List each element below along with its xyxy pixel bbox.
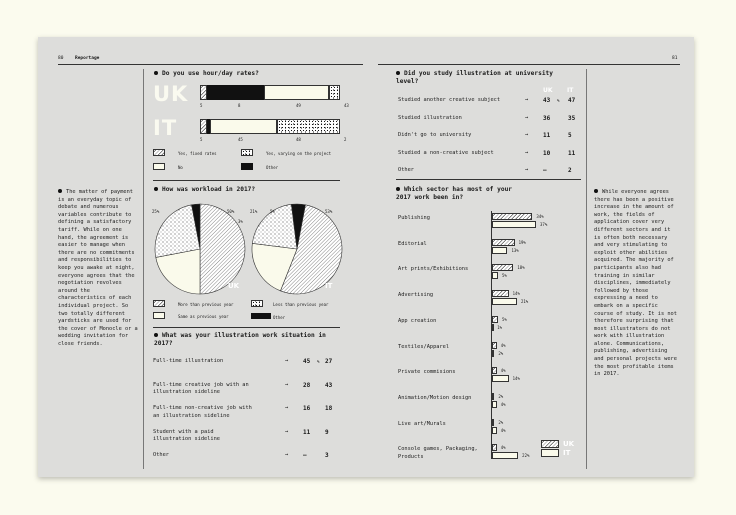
situation-row-sep: %: [317, 359, 320, 364]
study-row-it: 35: [568, 114, 576, 122]
intro-right-paragraph: [594, 189, 680, 379]
bullet-icon: [58, 189, 62, 193]
sector-row-label: Art prints/Exhibitions: [398, 266, 469, 273]
study-row-label: Studied another creative subject: [398, 97, 501, 103]
sector-bar-uk: [492, 239, 515, 246]
legend-swatch-same: [153, 312, 165, 319]
sector-legend-it: IT: [563, 449, 571, 457]
pie-uk-label-more: 50%: [227, 209, 235, 214]
study-col-uk: UK: [543, 87, 553, 94]
rates-it-value: 45: [238, 137, 243, 142]
rates-it-value: 48: [296, 137, 301, 142]
bullet-icon: [154, 333, 158, 337]
study-row-it: 11: [568, 149, 576, 157]
legend-swatch-other: [241, 163, 253, 170]
workload-pie-charts: [150, 201, 346, 297]
situation-title: [154, 332, 339, 348]
it-label-large: IT: [153, 116, 178, 140]
rates-it-segment: [210, 119, 277, 134]
workload-uk-pie: [155, 204, 245, 294]
sector-legend-uk: UK: [563, 440, 575, 448]
study-row-uk: –: [543, 167, 547, 174]
sector-value-uk: 2%: [498, 419, 504, 425]
magazine-spread: [38, 37, 694, 477]
rates-title: [154, 70, 259, 78]
pie-uk-label-less: 25%: [152, 209, 160, 214]
sector-value-it: 2%: [498, 350, 504, 356]
section-title: Reportage: [75, 56, 100, 61]
sector-row-label: Publishing: [398, 215, 430, 221]
legend-label: Yes, varying on the project: [266, 151, 332, 156]
study-row-label: Other: [398, 167, 414, 173]
section-rule: [396, 179, 581, 180]
sector-value-uk: 4%: [500, 342, 506, 348]
legend-swatch-fixed: [153, 149, 165, 156]
legend-swatch-more: [153, 300, 165, 307]
bullet-icon: [154, 187, 158, 191]
situation-row-label: Full-time illustration: [153, 358, 224, 364]
workload-title: [154, 186, 255, 194]
situation-row-arrow: →: [285, 405, 289, 411]
header-rule-right: [378, 64, 680, 65]
sector-bar-uk: [492, 316, 498, 323]
study-row-arrow: →: [525, 132, 529, 138]
situation-row-arrow: →: [285, 428, 289, 435]
sector-bar-it: [492, 427, 497, 434]
legend-swatch-no: [153, 163, 165, 170]
sector-title: [396, 186, 526, 202]
situation-row-uk: –: [303, 452, 307, 459]
study-row-sep: %: [557, 98, 560, 103]
pie-it-caption: IT: [325, 282, 333, 290]
legend-label: Yes, fixed rates: [178, 151, 217, 156]
sector-bar-uk: [492, 213, 532, 220]
rates-uk-value: 49: [296, 103, 301, 108]
sector-bar-uk: [492, 367, 497, 374]
uk-label-large: UK: [153, 82, 189, 106]
study-row-uk: 36: [543, 114, 551, 122]
sector-bar-uk: [492, 290, 509, 297]
rates-it-value: 5: [200, 137, 203, 142]
sector-bar-it: [492, 452, 518, 459]
study-col-it: IT: [567, 87, 574, 94]
section-rule: [153, 180, 340, 181]
sector-bar-it: [492, 375, 509, 382]
rates-uk-segment: [329, 85, 340, 100]
situation-row-uk: 11: [303, 428, 311, 436]
sector-value-uk: 18%: [517, 265, 525, 271]
page-number-left: 80: [58, 56, 64, 61]
rates-it-values: [200, 137, 347, 143]
sector-value-it: 4%: [500, 427, 506, 433]
sector-row-label: Textiles/Apparel: [398, 343, 450, 350]
study-row-arrow: →: [525, 167, 529, 173]
sector-value-it: 5%: [501, 273, 507, 279]
rates-uk-value: 5: [200, 103, 203, 108]
study-row-arrow: →: [525, 149, 529, 156]
rates-uk-segment: [200, 85, 207, 100]
column-divider: [143, 69, 144, 469]
legend-label: Less than previous year: [273, 302, 329, 307]
sector-bar-it: [492, 298, 517, 305]
sector-value-uk: 34%: [536, 214, 544, 219]
situation-row-it: 43: [325, 381, 333, 389]
situation-row-label: Other: [153, 452, 169, 458]
sector-value-it: 21%: [520, 299, 529, 305]
sector-bar-uk: [492, 419, 494, 426]
situation-row-uk: 16: [303, 405, 311, 412]
rates-it-segment: [277, 119, 340, 134]
sector-bar-it: [492, 272, 498, 279]
sector-bar-uk: [492, 393, 494, 400]
bullet-icon: [396, 71, 400, 75]
situation-row-it: 18: [325, 405, 333, 412]
sector-value-uk: 4%: [500, 445, 506, 451]
study-row-label: Didn't go to university: [398, 132, 472, 138]
situation-row-it: 9: [325, 428, 329, 436]
rates-it-segment: [200, 119, 207, 134]
pie-uk-label-other: 3%: [238, 219, 243, 224]
study-title-text: Did you study illustration at university level?: [396, 70, 554, 85]
situation-row-arrow: →: [285, 381, 289, 388]
study-title: [396, 70, 576, 86]
sector-bar-it: [492, 247, 507, 254]
pie-it-label-more: 53%: [325, 209, 333, 214]
study-row-uk: 10: [543, 149, 551, 157]
rates-title-text: Do you use hour/day rates?: [162, 70, 259, 77]
situation-row-it: 3: [325, 452, 329, 459]
situation-row-uk: 28: [303, 381, 311, 389]
section-rule: [153, 327, 340, 328]
sector-bar-it: [492, 401, 497, 408]
study-row-arrow: →: [525, 114, 529, 121]
intro-right-text: While everyone agrees there has been a positive increase in the amount of work, the fields of application cover very different sectors and it is often both necessary and very stimulating to exploit other abilities acquired. The majority of participants also had training in similar disciplines, immediately followed by those expressing a need to embark on a specific course of study. It is not therefore surprising that most illustrators do not work with illustration alone. Communications, publishing, advertising and personal projects were the most profitable items in 2017.: [594, 189, 677, 378]
intro-left-text: The matter of payment is an everyday topic of debate and numerous variables contribute to defining a satisfactory tariff. While on one hand, the agreement is easier to manage when there are no commitments and responsibilities to keep you awake at night, everyone agrees that the negotiation revolves around the characteristics of each individual project. So two totally different yardsticks are used for the cover of Monocle or a wedding invitation for close friends.: [58, 189, 138, 347]
sector-value-it: 13%: [511, 247, 519, 253]
sector-title-text: Which sector has most of your 2017 work been in?: [396, 186, 513, 201]
sector-row-label: Editorial: [398, 240, 427, 247]
sector-value-it: 37%: [540, 222, 548, 227]
rates-uk-value: 43: [344, 103, 349, 108]
legend-swatch-other: [251, 313, 271, 319]
situation-title-text: What was your illustration work situation in 2017?: [154, 332, 326, 347]
sector-legend-swatch-it: [541, 449, 559, 457]
pie-uk-slice: [200, 204, 245, 294]
sector-bar-uk: [492, 342, 497, 349]
rates-it-stacked-bar: [200, 119, 340, 134]
sector-value-uk: 4%: [500, 368, 506, 374]
legend-label: Same as previous year: [178, 314, 229, 319]
column-divider: [586, 69, 587, 469]
study-row-it: 47: [568, 97, 576, 104]
rates-uk-stacked-bar: [200, 85, 340, 100]
situation-row-uk: 45: [303, 358, 311, 365]
situation-row-label: Student with a paid illustration sideline: [153, 428, 220, 443]
legend-label: Other: [266, 165, 279, 170]
sector-bar-it: [492, 221, 536, 228]
intro-left-paragraph: [58, 189, 140, 348]
sector-row-label: Private commisions: [398, 369, 456, 376]
study-row-it: 2: [568, 167, 572, 174]
situation-row-label: Full-time creative job with an illustration sideline: [153, 381, 249, 396]
study-row-it: 5: [568, 132, 572, 139]
sector-value-uk: 14%: [512, 291, 520, 297]
situation-row-arrow: →: [285, 452, 289, 458]
sector-value-it: 1%: [497, 324, 503, 330]
sector-legend-swatch-uk: [541, 440, 559, 448]
rates-uk-segment: [264, 85, 329, 100]
sector-value-uk: 19%: [518, 239, 526, 245]
situation-row-label: Full-time non-creative job with an illustration sideline: [153, 405, 252, 419]
header-rule-left: [58, 64, 363, 65]
sector-row-label: App creation: [398, 317, 437, 324]
study-row-uk: 43: [543, 97, 551, 104]
page-number-right: 81: [672, 56, 678, 61]
sector-value-uk: 2%: [498, 393, 504, 399]
sector-value-uk: 5%: [501, 316, 507, 322]
bullet-icon: [594, 189, 598, 193]
pie-it-label-other: 5%: [270, 209, 275, 214]
workload-it-pie: [252, 204, 342, 294]
sector-row-label: Animation/Motion design: [398, 394, 472, 401]
sector-row-label: Console games, Packaging, Products: [398, 446, 478, 460]
legend-swatch-varying: [241, 149, 253, 156]
pie-it-label-less: 21%: [250, 209, 258, 214]
sector-value-it: 14%: [512, 376, 520, 382]
legend-label: No: [178, 165, 183, 170]
pie-uk-caption: UK: [228, 282, 240, 290]
legend-label: Other: [273, 315, 286, 320]
sector-bar-uk: [492, 264, 513, 271]
study-row-arrow: →: [525, 97, 529, 103]
situation-row-arrow: →: [285, 358, 289, 364]
study-row-label: Studied illustration: [398, 114, 462, 121]
sector-value-it: 4%: [500, 401, 506, 407]
situation-row-it: 27: [325, 358, 333, 365]
study-row-label: Studied a non-creative subject: [398, 149, 494, 156]
sector-value-it: 22%: [522, 453, 530, 459]
rates-uk-value: 8: [238, 103, 241, 108]
rates-it-value: 2: [344, 137, 347, 142]
rates-uk-segment: [207, 85, 264, 100]
bullet-icon: [396, 187, 400, 191]
rates-uk-values: [200, 103, 349, 109]
bullet-icon: [154, 71, 158, 75]
sector-bar-it: [492, 324, 494, 331]
workload-title-text: How was workload in 2017?: [162, 186, 256, 193]
sector-bar-it: [492, 350, 494, 357]
study-row-uk: 11: [543, 132, 551, 139]
sector-bar-uk: [492, 444, 497, 451]
sector-row-label: Advertising: [398, 292, 434, 299]
legend-label: More than previous year: [178, 302, 234, 307]
sector-row-label: Live art/Murals: [398, 420, 446, 427]
legend-swatch-less: [251, 300, 263, 307]
